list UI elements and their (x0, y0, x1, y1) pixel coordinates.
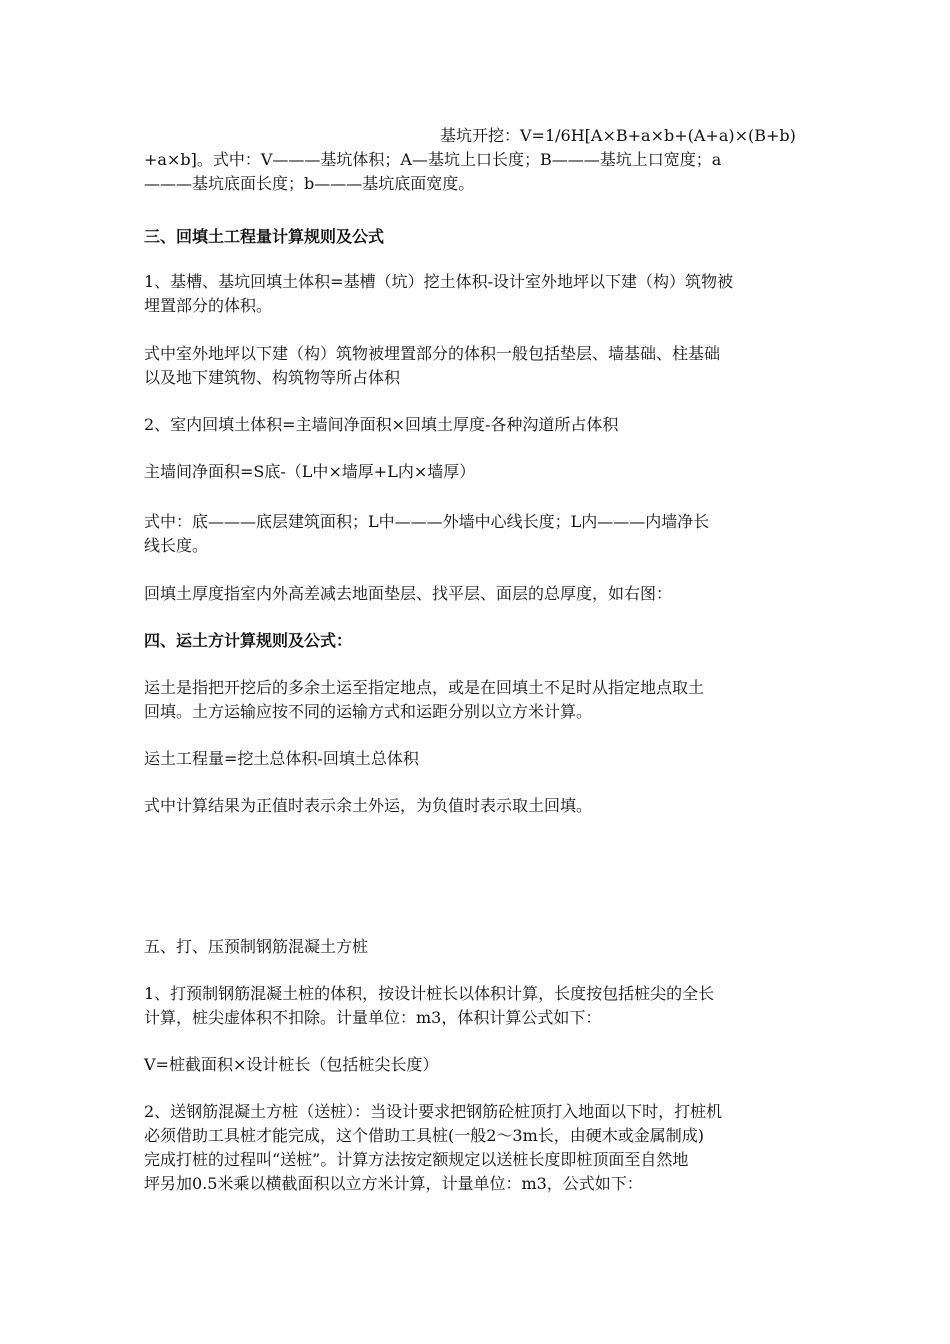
text-line: 计算，桩尖虚体积不扣除。计量单位：m3，体积计算公式如下： (144, 1008, 602, 1027)
section-heading-5: 五、打、压预制钢筋混凝土方桩 (144, 937, 369, 956)
section-heading-4: 四、运土方计算规则及公式： (144, 631, 353, 650)
paragraph-backfill-pit (144, 270, 810, 318)
text-line: 以及地下建筑物、构筑物等所占体积 (144, 368, 401, 387)
text-line: 回填。土方运输应按不同的运输方式和运距分别以立方米计算。 (144, 702, 593, 721)
text-line: 线长度。 (144, 536, 209, 555)
text-line: 1、打预制钢筋混凝土桩的体积，按设计桩长以体积计算，长度按包括桩尖的全长 (144, 984, 715, 1003)
text-line: +a×b]。式中：V———基坑体积；A—基坑上口长度；B———基坑上口宽度；a (144, 150, 722, 169)
paragraph-backfill-thickness: 回填土厚度指室内外高差减去地面垫层、找平层、面层的总厚度，如右图： (144, 584, 673, 603)
paragraph-pile-formula: V=桩截面积×设计桩长（包括桩尖长度） (144, 1055, 439, 1074)
paragraph-indoor-backfill: 2、室内回填土体积=主墙间净面积×回填土厚度-各种沟道所占体积 (144, 415, 619, 434)
paragraph-earth-transport (144, 676, 810, 724)
text-line: 式中室外地坪以下建（构）筑物被埋置部分的体积一般包括垫层、墙基础、柱基础 (144, 344, 721, 363)
text-line: 式中：底———底层建筑面积；L中———外墙中心线长度；L内———内墙净长 (144, 512, 710, 531)
text-line: 1、基槽、基坑回填土体积=基槽（坑）挖土体积-设计室外地坪以下建（构）筑物被 (144, 272, 733, 291)
paragraph-transport-note: 式中计算结果为正值时表示余土外运，为负值时表示取土回填。 (144, 796, 593, 815)
paragraph-transport-formula: 运土工程量=挖土总体积-回填土总体积 (144, 749, 419, 768)
paragraph-buried-volume (144, 342, 810, 390)
text-line: 坪另加0.5米乘以横截面积以立方米计算，计量单位：m3，公式如下： (144, 1174, 643, 1193)
text-line: 运土是指把开挖后的多余土运至指定地点，或是在回填土不足时从指定地点取土 (144, 678, 705, 697)
paragraph-pile-sending (144, 1100, 810, 1196)
paragraph-symbols (144, 510, 810, 558)
paragraph-pit-formula-line1: 基坑开挖：V=1/6H[A×B+a×b+(A+a)×(B+b) (440, 126, 796, 145)
paragraph-net-area: 主墙间净面积=S底-（L中×墙厚+L内×墙厚） (144, 462, 476, 481)
text-line: 必须借助工具桩才能完成，这个借助工具桩(一般2～3m长，由硬木或金属制成) (144, 1126, 705, 1145)
text-line: 完成打桩的过程叫“送桩”。计算方法按定额规定以送桩长度即桩顶面至自然地 (144, 1150, 689, 1169)
section-heading-3: 三、回填土工程量计算规则及公式 (144, 227, 385, 246)
paragraph-pit-formula (144, 148, 810, 196)
paragraph-pile-volume (144, 982, 810, 1030)
text-line: ———基坑底面长度；b———基坑底面宽度。 (144, 174, 475, 193)
text-line: 埋置部分的体积。 (144, 296, 273, 315)
text-line: 2、送钢筋混凝土方桩（送桩）：当设计要求把钢筋砼桩顶打入地面以下时，打桩机 (144, 1102, 723, 1121)
